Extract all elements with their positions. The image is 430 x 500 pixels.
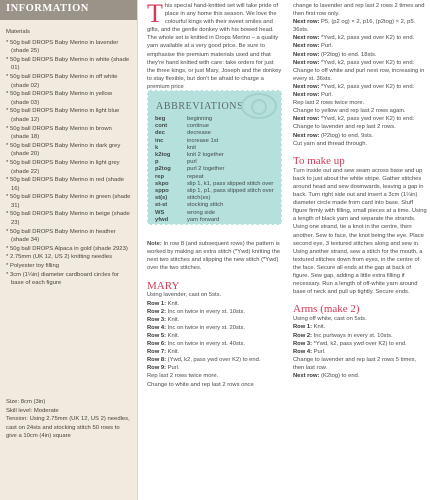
instruction-line xyxy=(147,324,283,332)
material-item: * 50g ball DROPS Baby Merino in dark grey (shade 20) xyxy=(6,142,131,159)
abbreviation-key: yfwd xyxy=(155,216,169,223)
row-text: Rep last 2 rows twice more. xyxy=(147,373,219,380)
row-text: *Ywd, k2, pass ywd over K2) to end. xyxy=(321,116,415,123)
row-label: Row 5: xyxy=(147,332,167,339)
intro-paragraph xyxy=(147,2,283,91)
instruction-line xyxy=(293,67,427,83)
size-text: Size: 8cm (3in) xyxy=(6,399,46,405)
abbreviation-key: sppo xyxy=(155,188,169,195)
row-label: Row 4: xyxy=(293,348,313,355)
row-label: Row 9: xyxy=(147,365,167,372)
row-text: Knit. xyxy=(167,332,180,339)
row-text: Purl. xyxy=(321,43,333,50)
abbreviation-meaning: purl 2 together xyxy=(187,166,225,173)
abbreviations-box xyxy=(147,90,282,225)
row-text: Knit. xyxy=(167,349,180,356)
abbreviations-title: ABBREVIATIONS xyxy=(156,101,244,112)
sidebar-specs xyxy=(6,398,131,441)
row-label: Next row: xyxy=(293,83,320,90)
abbreviation-row xyxy=(154,159,275,166)
instruction-line xyxy=(147,291,283,299)
instruction-line xyxy=(293,91,427,99)
row-label: Row 7: xyxy=(147,349,167,356)
instruction-line xyxy=(147,372,283,380)
material-item: * 50g ball DROPS Baby Merino in yellow (shade 03) xyxy=(6,90,131,107)
abbreviation-key: beg xyxy=(155,116,166,122)
abbreviation-meaning: knit xyxy=(187,144,197,151)
row-label: Next row: xyxy=(293,59,320,66)
instruction-line xyxy=(293,107,427,115)
abbreviation-row xyxy=(154,210,275,217)
instruction-line xyxy=(293,59,427,67)
instruction-line xyxy=(293,140,427,148)
instruction-line xyxy=(293,372,427,380)
abbreviation-meaning: stitch(es) xyxy=(187,195,211,202)
instruction-line xyxy=(147,300,283,308)
instruction-line xyxy=(293,332,427,340)
abbreviation-row xyxy=(154,188,275,195)
row-text: Inc on twice in every st. 20sts. xyxy=(167,324,245,331)
makeup-heading: To make up xyxy=(293,154,345,167)
abbreviation-key: cont xyxy=(155,123,168,130)
instruction-line xyxy=(147,348,283,356)
row-text: Purl. xyxy=(313,348,326,355)
materials-label: Materials xyxy=(6,29,30,35)
row-label: Next row: xyxy=(293,43,320,50)
mary-heading: MARY xyxy=(147,280,180,293)
instruction-line xyxy=(293,132,427,140)
abbreviation-meaning: beginning xyxy=(187,116,213,122)
tension-text: Tension: Using 2.75mm (UK 12, US 2) needles, cast on 24sts and stocking stitch 50 rows to give a 10cm (4in) square xyxy=(6,416,130,440)
row-text: (P2tog) to end. 18sts. xyxy=(321,51,377,58)
row-text: P5, (p2 og) × 2, p16, (p2tog) × 2, p5. 36sts. xyxy=(293,19,416,34)
abbreviation-key: WS xyxy=(155,209,165,216)
abbreviation-row xyxy=(154,166,275,173)
material-item: * 50g ball DROPS Alpaca in gold (shade 2923) xyxy=(6,245,131,254)
material-item: * 50g ball DROPS Baby Merino in lavender (shade 25) xyxy=(6,39,131,56)
instruction-line xyxy=(293,340,427,348)
material-item: * 50g ball DROPS Baby Merino in heather (shade 34) xyxy=(6,228,131,245)
material-item: * 50g ball DROPS Baby Merino in brown (shade 18) xyxy=(6,125,131,142)
instruction-line xyxy=(293,34,427,42)
row-label: Next row: xyxy=(293,92,320,99)
row-text: (K2tog) to end. xyxy=(321,373,360,380)
row-text: Using lavender, cast on 5sts. xyxy=(147,292,222,299)
abbreviation-meaning: stocking stitch xyxy=(187,202,224,209)
mary-instructions xyxy=(147,291,283,388)
abbreviation-meaning: repeat xyxy=(187,173,204,180)
row-label: Row 2: xyxy=(147,308,167,315)
row-text: Knit. xyxy=(167,300,180,307)
row-text: Rep last 2 rows twice more. xyxy=(293,100,365,107)
row-text: Change to white and rep last 2 rows once xyxy=(147,381,254,388)
abbreviation-meaning: wrong side xyxy=(187,209,216,216)
row-text: *Ywd, k2, pass ywd over K2) to end. xyxy=(321,35,415,42)
row-label: Next row: xyxy=(293,51,320,58)
row-text: *Ywd, k2, pass ywd over K2) to end. xyxy=(321,83,415,90)
makeup-text: Turn inside out and sew seam across base and up back to just about the white stripe. Gather stitches around head and sew downwards, leaving a gap in back. Turn right side out and insert a 3cm (1¼in) diameter circle made from card into base. Stuff figure firmly with filling, small pieces at a time. Using a length of black yarn and separate the strands. Using one strand, tie a knot in the centre, then another. Sew to face, the knot being the eye. Place second eye, 3 textured stitches along and sew in. Using another strand, sew a stitch for the mouth, a textured stitches down from eyes, in the centre of the face. Secure all ends at the gap at back of figure. Sew gap, adding a little extra filling if necessary. Run a length of off-white yarn around base of neck and pull up tightly. Secure ends. xyxy=(293,167,427,296)
abbreviation-key: p xyxy=(155,159,159,166)
instruction-line xyxy=(293,348,427,356)
abbreviation-row xyxy=(154,195,275,202)
row-text: Change to off white and purl next row, increasing in every st. 36sts. xyxy=(293,67,425,82)
yarn-swirl-icon xyxy=(251,99,267,115)
sidebar-title: INFORMATION xyxy=(0,0,137,20)
abbreviation-key: k2tog xyxy=(155,152,171,159)
abbreviation-meaning: knit 2 together xyxy=(187,152,224,159)
material-item: * 50g ball DROPS Baby Merino in red (shade 16) xyxy=(6,176,131,193)
abbreviation-meaning: yarn forward xyxy=(187,216,220,223)
row-label: Row 1: xyxy=(293,324,313,331)
row-text: Using off white, cast on 5sts. xyxy=(293,316,367,323)
instruction-line xyxy=(293,99,427,107)
material-item: * 50g ball DROPS Baby Merino in beige (shade 23) xyxy=(6,210,131,227)
row-label: Row 4: xyxy=(147,324,167,331)
skill-text: Skill level: Moderate xyxy=(6,407,59,414)
abbreviation-row xyxy=(154,202,275,209)
abbreviation-row xyxy=(154,152,275,159)
column-two xyxy=(293,2,427,380)
row-label: Row 2: xyxy=(293,332,313,339)
row-text: Purl. xyxy=(167,365,180,372)
material-item: * 50g ball DROPS Baby Merino in off white (shade 02) xyxy=(6,73,131,90)
instruction-line xyxy=(293,315,427,323)
note-label: Note: xyxy=(147,241,162,247)
instruction-line xyxy=(293,323,427,331)
row-text: change to lavender and rep last 2 rows 2 times and then first row only. xyxy=(293,3,425,18)
abbreviation-meaning: decrease xyxy=(187,130,211,137)
row-text: (Ywd, k2, pass ywd over K2) to end. xyxy=(167,357,261,364)
instruction-line xyxy=(147,340,283,348)
abbreviation-row xyxy=(154,181,275,188)
abbreviations-table xyxy=(154,116,275,224)
abbreviation-key: dec xyxy=(155,130,165,137)
abbreviation-key: st-st xyxy=(155,202,168,209)
sidebar-body xyxy=(0,20,137,293)
row-label: Next row: xyxy=(293,19,320,26)
material-item: * 50g ball DROPS Baby Merino in white (shade 01) xyxy=(6,56,131,73)
instruction-line xyxy=(147,308,283,316)
row-label: Next row: xyxy=(293,132,320,139)
material-item: * 50g ball DROPS Baby Merino in light grey (shade 22) xyxy=(6,159,131,176)
instruction-line xyxy=(147,332,283,340)
column-one xyxy=(147,2,283,91)
row-label: Row 1: xyxy=(147,300,167,307)
instruction-line xyxy=(293,123,427,131)
row-label: Next row: xyxy=(293,35,320,42)
row-text: Change to lavender and rep last 2 rows 5 times, then last row. xyxy=(293,356,417,371)
abbreviation-row xyxy=(154,130,275,137)
instruction-line xyxy=(293,115,427,123)
row-text: *Ywd, k2, pass ywd over K2) to end. xyxy=(313,340,407,347)
abbreviation-key: inc xyxy=(155,137,164,144)
instruction-line xyxy=(293,51,427,59)
arms-heading: Arms (make 2) xyxy=(293,303,360,316)
material-item: * Polyester toy filling xyxy=(6,262,131,271)
row-label: Row 6: xyxy=(147,341,167,348)
instruction-line xyxy=(147,381,283,389)
row-text: Purl. xyxy=(321,92,333,99)
abbreviation-row xyxy=(154,145,275,152)
row-text: Inc on twice in every st. 40sts. xyxy=(167,341,245,348)
abbreviation-key: p2tog xyxy=(155,166,171,173)
note-paragraph xyxy=(147,240,283,272)
abbreviation-meaning: slip 1, p1, pass slipped stitch over xyxy=(187,188,274,195)
abbreviation-key: skpo xyxy=(155,180,169,187)
material-item: * 3cm (1¼in) diameter cardboard circles for base of each figure xyxy=(6,271,131,288)
arms-instructions xyxy=(293,315,427,380)
intro-text: his special hand-knitted set will take pride of place in any home this season. We love the colourful kings with their sweet smiles and gifts, and the gentle donkey with his bowed head. The whole set is knitted in Drops Merino – a quality yarn available at a very good price. Be sure to emphasise the premium materials used and that they're hand knitted with care: take orders for just the three kings, or just Mary, Joseph and the donkey to stay flexible, but don't be afraid to charge a premium price xyxy=(147,3,282,90)
drop-cap: T xyxy=(147,0,163,28)
abbreviation-row xyxy=(154,123,275,130)
row-label: Row 3: xyxy=(147,316,167,323)
abbreviation-key: k xyxy=(155,144,159,151)
abbreviation-meaning: purl xyxy=(187,159,197,166)
row-text: Cut yarn and thread through. xyxy=(293,140,368,147)
instruction-line xyxy=(147,316,283,324)
row-label: Next row: xyxy=(293,373,320,380)
row-label: Row 3: xyxy=(293,340,313,347)
instruction-line xyxy=(293,83,427,91)
body-instructions xyxy=(293,2,427,148)
materials-list xyxy=(6,39,131,288)
material-item: * 50g ball DROPS Baby Merino in light blue (shade 12) xyxy=(6,107,131,124)
note-text: In row 8 (and subsequent rows) the pattern is worked by making an extra stitch (*Ywd) knitting the next two stitches and slipping the new stitch (*Ywd) over the two stitches. xyxy=(147,241,281,272)
row-text: Change to lavender and rep last 2 rows. xyxy=(293,124,396,131)
instruction-line xyxy=(293,2,427,18)
abbreviation-row xyxy=(154,217,275,224)
row-label: Next row: xyxy=(293,116,320,123)
abbreviation-meaning: slip 1, k1, pass slipped stitch over xyxy=(187,180,274,187)
row-text: Inc purlways in every st. 10sts. xyxy=(313,332,393,339)
row-text: Inc on twice in every st. 10sts. xyxy=(167,308,245,315)
row-label: Row 8: xyxy=(147,357,167,364)
row-text: *Ywd, k2, pass ywd over K2) to end. xyxy=(321,59,415,66)
abbreviation-key: rep xyxy=(155,173,165,180)
row-text: Change to yellow and rep last 2 rows again. xyxy=(293,108,406,115)
instruction-line xyxy=(293,42,427,50)
row-text: (P2tog) to end. 9sts. xyxy=(321,132,374,139)
abbreviation-row xyxy=(154,138,275,145)
row-text: Knit. xyxy=(167,316,180,323)
information-sidebar xyxy=(0,0,138,500)
instruction-line xyxy=(293,356,427,372)
abbreviation-row xyxy=(154,174,275,181)
abbreviation-meaning: continue xyxy=(187,123,209,130)
instruction-line xyxy=(147,364,283,372)
abbreviation-meaning: increase 1st xyxy=(187,137,219,144)
material-item: * 50g ball DROPS Baby Merino in green (shade 31) xyxy=(6,193,131,210)
row-text: Knit. xyxy=(313,324,326,331)
column-one-lower xyxy=(147,240,283,389)
instruction-line xyxy=(147,356,283,364)
material-item: * 2.75mm (UK 12, US 2) knitting needles xyxy=(6,253,131,262)
abbreviation-key: st(s) xyxy=(155,195,168,202)
instruction-line xyxy=(293,18,427,34)
